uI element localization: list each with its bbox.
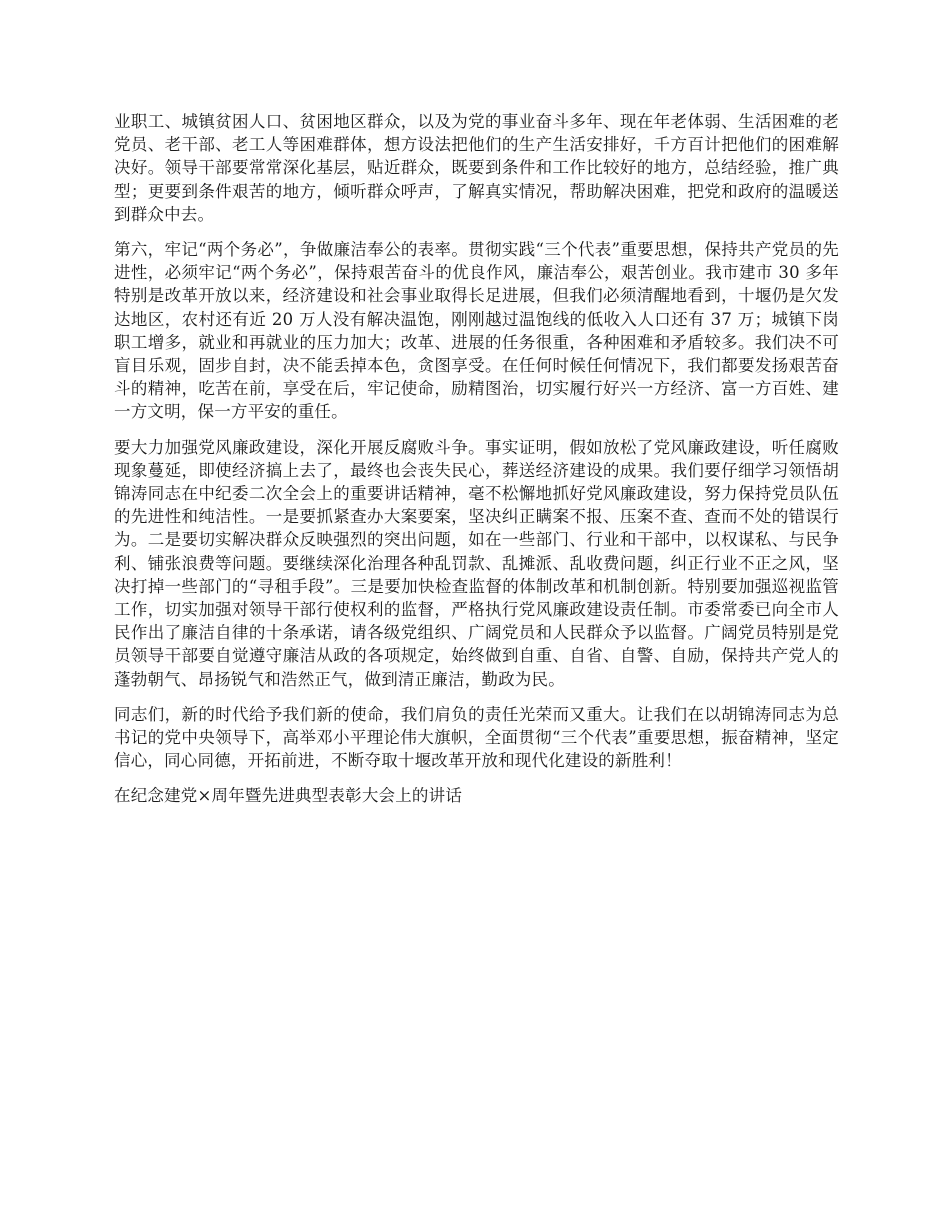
paragraph-1: 业职工、城镇贫困人口、贫困地区群众，以及为党的事业奋斗多年、现在年老体弱、生活困难的老党员、老干部、老工人等困难群体，想方设法把他们的生产生活安排好，千方百计把他们的困难解决好。领导干部要常常深化基层，贴近群众，既要到条件和工作比较好的地方，总结经验，推广典型；更要到条件艰苦的地方，倾听群众呼声，了解真实情况，帮助解决困难，把党和政府的温暖送到群众中去。: [114, 112, 839, 224]
document-title-line: 在纪念建党×周年暨先进典型表彰大会上的讲话: [114, 786, 463, 806]
paragraph-2: 第六，牢记“两个务必”，争做廉洁奉公的表率。贯彻实践“三个代表”重要思想，保持共产党员的先进性，必须牢记“两个务必”，保持艰苦奋斗的优良作风，廉洁奉公，艰苦创业。我市建市 30 多年特别是改革开放以来，经济建设和社会事业取得长足进展，但我们必须清醒地看到，十堰仍是欠发达地区，农村还有近 20 万人没有解决温饱，刚刚越过温饱线的低收入人口还有 37 万；城镇下岗职工增多，就业和再就业的压力加大；改革、进展的任务很重，各种困难和矛盾较多。我们决不可盲目乐观，固步自封，决不能丢掉本色，贪图享受。在任何时候任何情况下，我们都要发扬艰苦奋斗的精神，吃苦在前，享受在后，牢记使命，励精图治，切实履行好兴一方经济、富一方百姓、建一方文明，保一方平安的重任。: [114, 240, 839, 422]
paragraph-3: 要大力加强党风廉政建设，深化开展反腐败斗争。事实证明，假如放松了党风廉政建设，听任腐败现象蔓延，即使经济搞上去了，最终也会丧失民心，葬送经济建设的成果。我们要仔细学习领悟胡锦涛同志在中纪委二次全会上的重要讲话精神，毫不松懈地抓好党风廉政建设，努力保持党员队伍的先进性和纯洁性。一是要抓紧查办大案要案，坚决纠正瞒案不报、压案不查、查而不处的错误行为。二是要切实解决群众反映强烈的突出问题，如在一些部门、行业和干部中，以权谋私、与民争利、铺张浪费等问题。要继续深化治理各种乱罚款、乱摊派、乱收费问题，纠正行业不正之风，坚决打掉一些部门的“寻租手段”。三是要加快检查监督的体制改革和机制创新。特别要加强巡视监管工作，切实加强对领导干部行使权利的监督，严格执行党风廉政建设责任制。市委常委已向全市人民作出了廉洁自律的十条承诺，请各级党组织、广阔党员和人民群众予以监督。广阔党员特别是党员领导干部要自觉遵守廉洁从政的各项规定，始终做到自重、自省、自警、自励，保持共产党人的蓬勃朝气、昂扬锐气和浩然正气，做到清正廉洁，勤政为民。: [114, 437, 839, 689]
paragraph-4: 同志们，新的时代给予我们新的使命，我们肩负的责任光荣而又重大。让我们在以胡锦涛同志为总书记的党中央领导下，高举邓小平理论伟大旗帜，全面贯彻“三个代表”重要思想，振奋精神，坚定信心，同心同德，开拓前进，不断夺取十堰改革开放和现代化建设的新胜利！: [114, 704, 839, 771]
document-body: [114, 110, 839, 820]
